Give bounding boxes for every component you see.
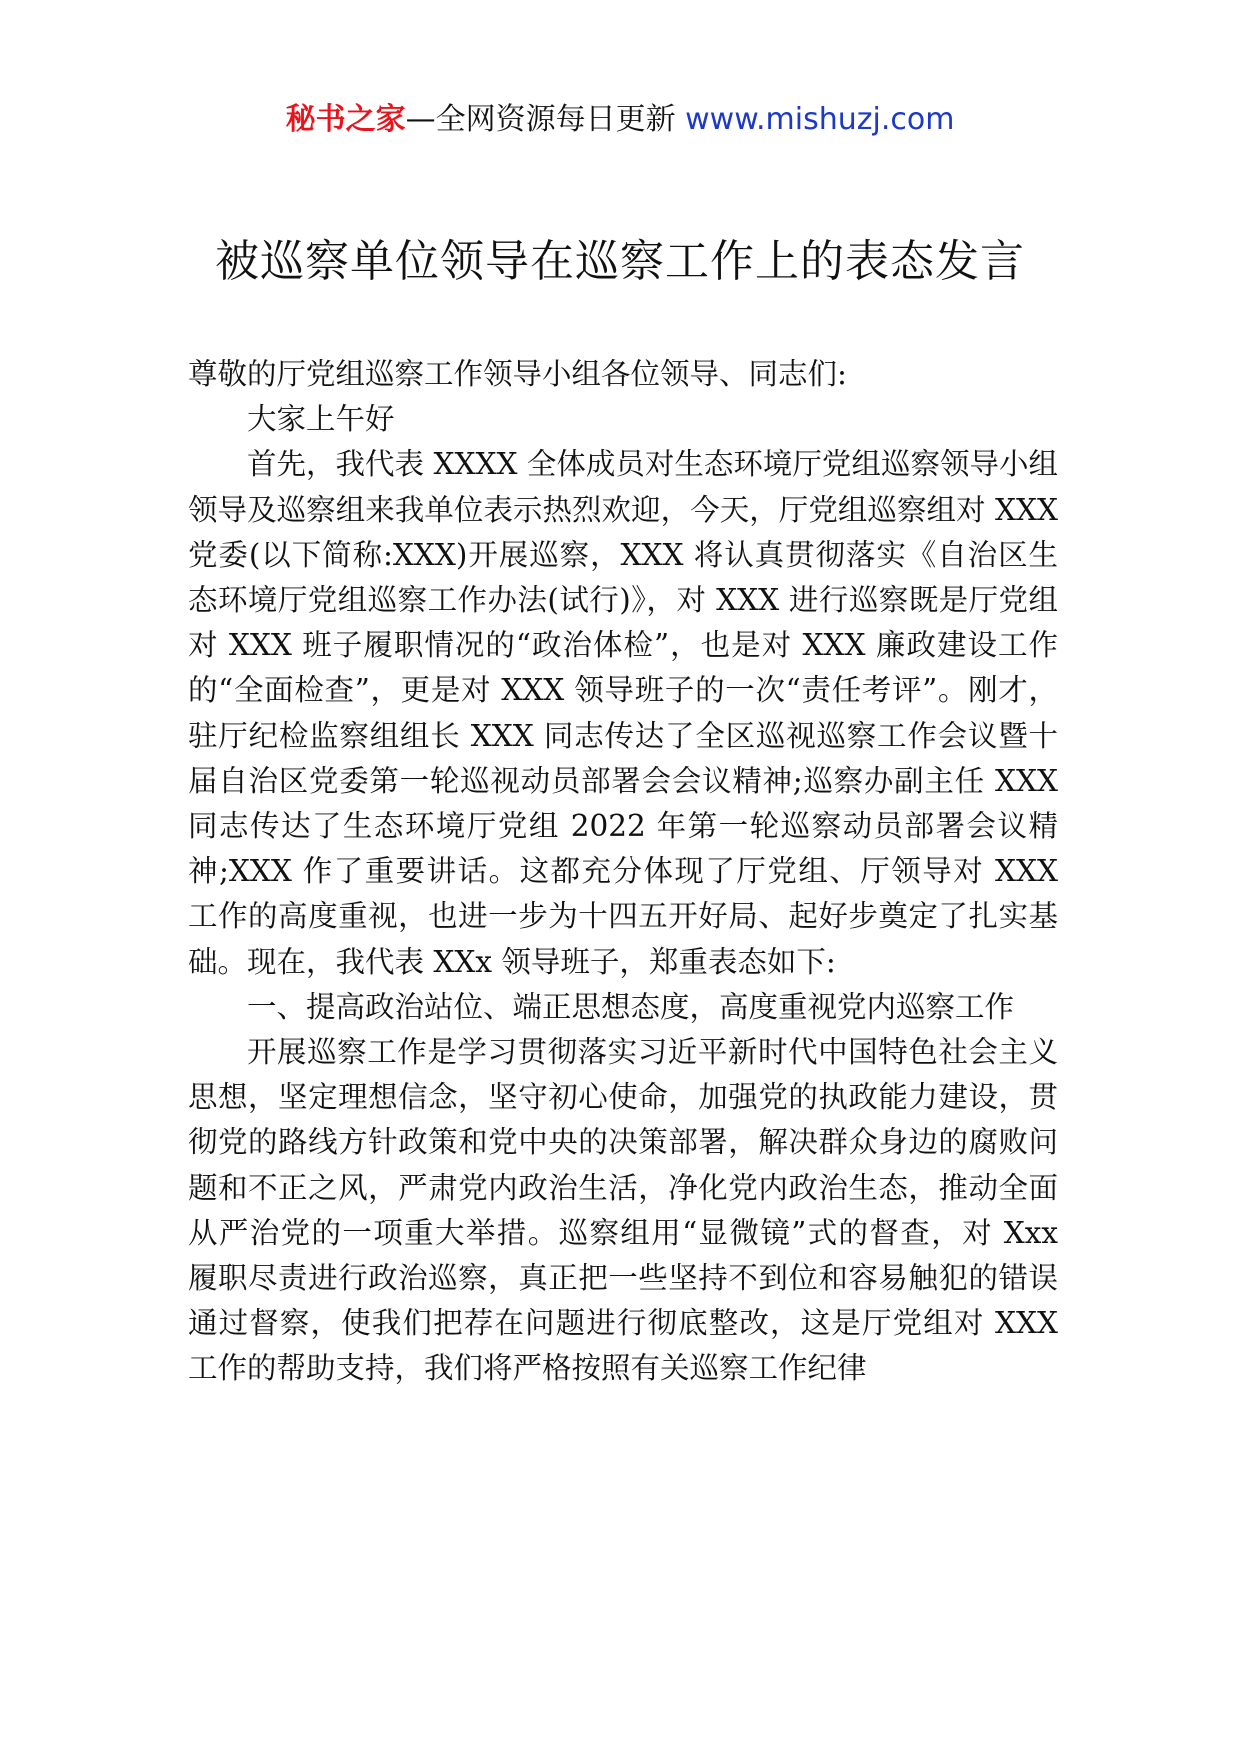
header-url-link[interactable]: www.mishuzj.com	[685, 102, 955, 137]
header-brand: 秘书之家	[285, 102, 406, 137]
section-heading: 一、提高政治站位、端正思想态度，高度重视党内巡察工作	[247, 989, 1015, 1024]
header-tagline: —全网资源每日更新	[405, 102, 676, 137]
salutation-paragraph: 尊敬的厅党组巡察工作领导小组各位领导、同志们:	[188, 357, 847, 391]
document-title: 被巡察单位领导在巡察工作上的表态发言	[215, 236, 1025, 287]
greeting-paragraph: 大家上午好	[247, 402, 395, 437]
body-paragraph: 首先，我代表 XXXX 全体成员对生态环境厅党组巡察领导小组领导及巡察组来我单位表示热烈欢迎，今天，厅党组巡察组对 XXX 党委(以下简称:XXX)开展巡察，XXX 将认真贯彻落实《自治区生态环境厅党组巡察工作办法(试行)》，对 XXX 进行巡察既是厅党组对 XXX 班子履职情况的“政治体检”，也是对 XXX 廉政建设工作的“全面检查”，更是对 XXX 领导班子的一次“责任考评”。刚才，驻厅纪检监察组组长 XXX 同志传达了全区巡视巡察工作会议暨十届自治区党委第一轮巡视动员部署会会议精神;巡察办副主任 XXX 同志传达了生态环境厅党组 2022 年第一轮巡察动员部署会议精神;XXX 作了重要讲话。这都充分体现了厅党组、厅领导对 XXX 工作的高度重视，也进一步为十四五开好局、起好步奠定了扎实基础。现在，我代表 XXx 领导班子，郑重表态如下:	[188, 447, 1058, 979]
page-header	[0, 100, 1240, 140]
body-paragraph: 开展巡察工作是学习贯彻落实习近平新时代中国特色社会主义思想，坚定理想信念，坚守初心使命，加强党的执政能力建设，贯彻党的路线方针政策和党中央的决策部署，解决群众身边的腐败问题和不正之风，严肃党内政治生活，净化党内政治生态，推动全面从严治党的一项重大举措。巡察组用“显微镜”式的督查，对 Xxx 履职尽责进行政治巡察，真正把一些坚持不到位和容易触犯的错误通过督察，使我们把荐在问题进行彻底整改，这是厅党组对 XXX 工作的帮助支持，我们将严格按照有关巡察工作纪律	[188, 1035, 1058, 1386]
document-body	[188, 352, 1058, 1392]
